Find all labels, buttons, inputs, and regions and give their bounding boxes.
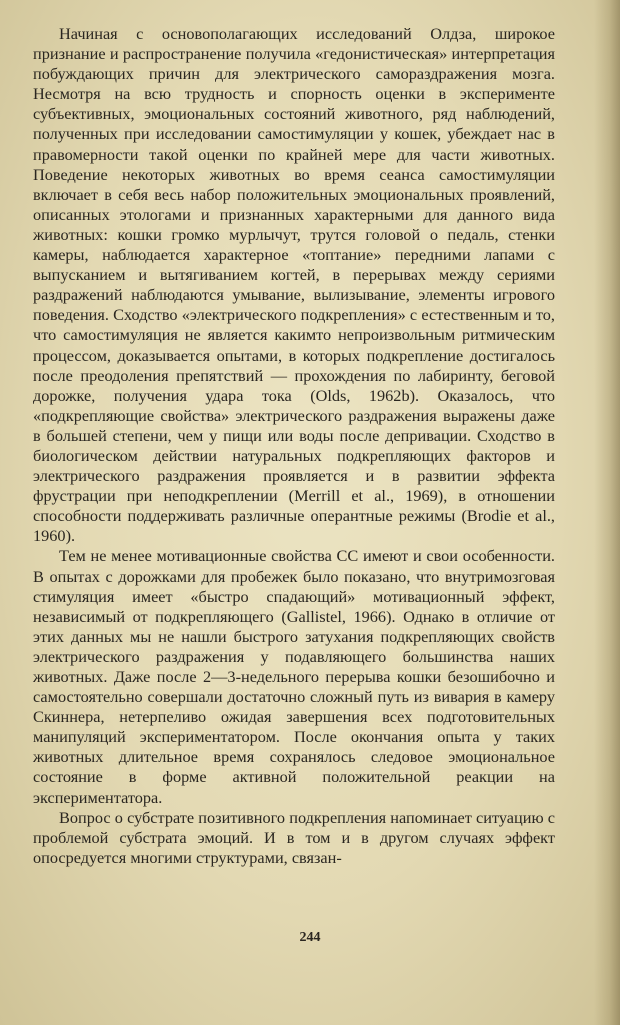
paragraph-2: Тем не менее мотивационные свойства СС имеют и свои особенности. В опытах с дорожками для пробежек было показано, что внутримозговая стимуляция имеет «быстро спадающий» мотивационный эффект, независимый от подкрепляющего (Gallistel, 1966). Однако в отличие от этих данных мы не нашли быстрого затухания подкрепляющих свойств электрического раздражения у подавляющего большинства наших животных. Даже после 2—3-недельного перерыва кошки безошибочно и самостоятельно совершали достаточно сложный путь из вивария в камеру Скиннера, нетерпеливо ожидая завершения всех подготовительных манипуляций экспериментатором. После окончания опыта у таких животных длительное время сохранялось следовое эмоциональное состояние в форме активной положительной реакции на экспериментатора.: [33, 546, 555, 807]
page-number: 244: [299, 930, 321, 945]
paragraph-3: Вопрос о субстрате позитивного подкрепления напоминает ситуацию с проблемой субстрата эмоций. И в том и в другом случаях эффект опосредуется многими структурами, связан-: [33, 807, 555, 867]
page-edge-shadow: [594, 0, 620, 1025]
paragraph-1: Начиная с основополагающих исследований Олдза, широкое признание и распространение получила «гедонистическая» интерпретация побуждающих причин для электрического самораздражения мозга. Несмотря на всю трудность и спорность оценки в эксперименте субъективных, эмоциональных состояний животного, ряд наблюдений, полученных при исследовании самостимуляции у кошек, убеждает нас в правомерности такой оценки по крайней мере для части животных. Поведение некоторых животных во время сеанса самостимуляции включает в себя весь набор положительных эмоциональных проявлений, описанных этологами и признанных характерными для данного вида животных: кошки громко мурлычут, трутся головой о педаль, стенки камеры, наблюдается характерное «топтание» передними лапами с выпусканием и вытягиванием когтей, в перерывах между сериями раздражений наблюдаются умывание, вылизывание, элементы игрового поведения. Сходство «электрического подкрепления» с естественным и то, что самостимуляция не является какимто непроизвольным ритмическим процессом, доказывается опытами, в которых подкрепление достигалось после преодоления препятствий — прохождения по лабиринту, беговой дорожке, получения удара тока (Olds, 1962b). Оказалось, что «подкрепляющие свойства» электрического раздражения выражены даже в большей степени, чем у пищи или воды после депривации. Сходство в биологическом действии натуральных подкрепляющих факторов и электрического раздражения проявляется и в развитии эффекта фрустрации при неподкреплении (Merrill et al., 1969), в отношении способности поддерживать различные оперантные режимы (Brodie et al., 1960).: [33, 24, 555, 546]
body-text: [33, 24, 555, 868]
